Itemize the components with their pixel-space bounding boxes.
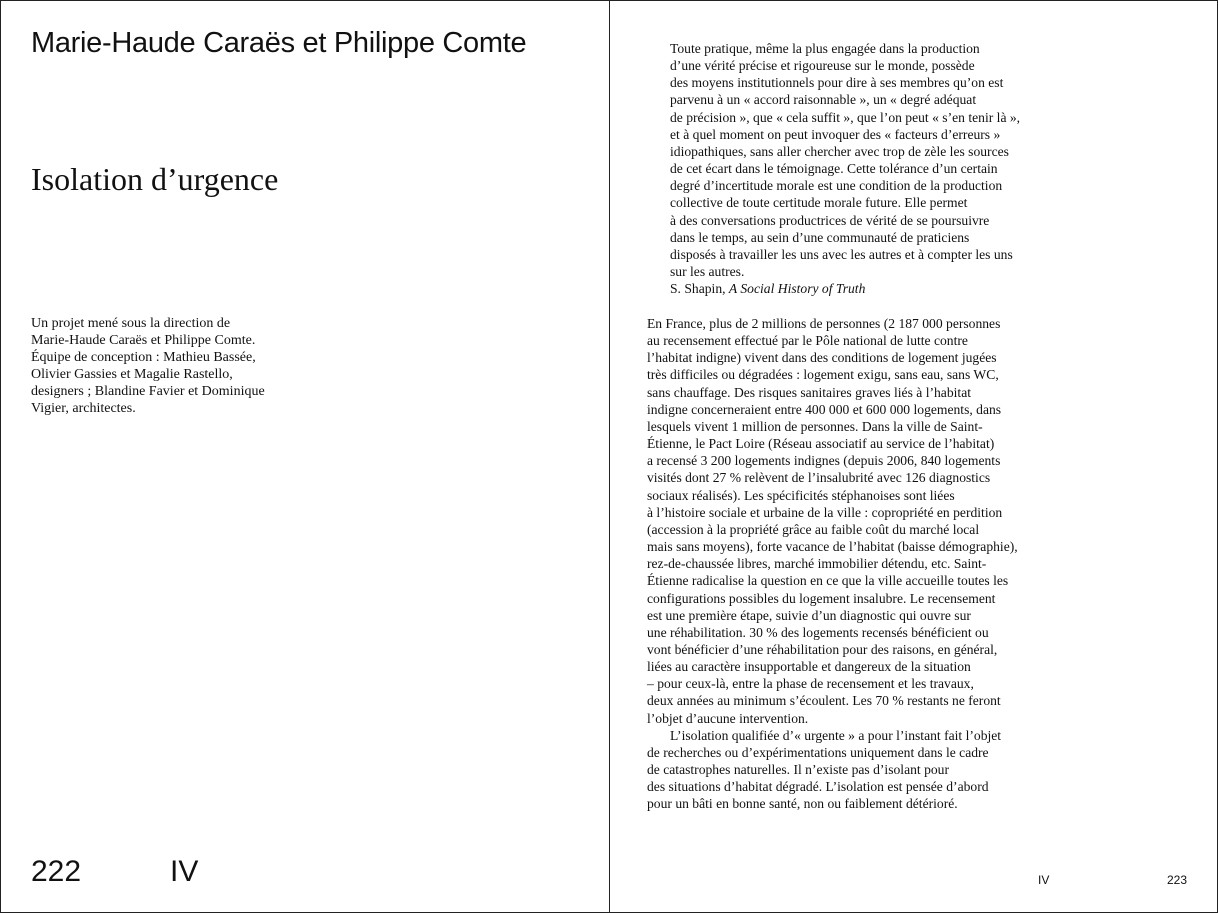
epigraph-line: des moyens institutionnels pour dire à ses membres qu’on est	[670, 75, 1004, 91]
body-line: l’objet d’aucune intervention.	[647, 710, 809, 726]
right-page	[610, 0, 1218, 913]
body-line: (accession à la propriété grâce au faible coût du marché local	[647, 521, 980, 537]
epigraph-line: parvenu à un « accord raisonnable », un « degré adéquat	[670, 92, 977, 108]
body-line: mais sans moyens), forte vacance de l’habitat (baisse démographie),	[647, 539, 1018, 555]
body-line: visités dont 27 % relèvent de l’insalubrité avec 126 diagnostics	[647, 470, 991, 486]
epigraph-line: Toute pratique, même la plus engagée dans la production	[670, 41, 980, 56]
body-line: très difficiles ou dégradées : logement exigu, sans eau, sans WC,	[647, 367, 999, 383]
epigraph-line: sur les autres.	[670, 264, 745, 280]
body-line: l’habitat indigne) vivent dans des conditions de logement jugées	[647, 350, 997, 366]
project-credits	[31, 315, 301, 417]
body-line: Étienne radicalise la question en ce que la ville accueille toutes les	[647, 573, 1009, 589]
epigraph-source	[670, 280, 1060, 297]
left-page-number: 222	[31, 855, 82, 888]
epigraph-author: S. Shapin,	[670, 281, 729, 297]
body-line: est une première étape, suivie d’un diagnostic qui ouvre sur	[647, 607, 971, 623]
body-line: lesquels vivent 1 million de personnes. Dans la ville de Saint-	[647, 418, 983, 434]
epigraph-line: disposés à travailler les uns avec les autres et à compter les uns	[670, 246, 1013, 262]
body-line: L’isolation qualifiée d’« urgente » a pour l’instant fait l’objet	[670, 727, 1002, 743]
epigraph-line: à des conversations productrices de vérité de se poursuivre	[670, 212, 990, 228]
body-line: indigne concerneraient entre 400 000 et 600 000 logements, dans	[647, 401, 1002, 417]
body-line: En France, plus de 2 millions de personnes (2 187 000 personnes	[647, 316, 1001, 331]
body-line: configurations possibles du logement insalubre. Le recensement	[647, 590, 996, 606]
article-title: Isolation d’urgence	[31, 161, 279, 197]
credits-line: Olivier Gassies et Magalie Rastello,	[31, 367, 233, 382]
epigraph-line: de précision », que « cela suffit », que l’on peut « s’en tenir là »,	[670, 109, 1021, 125]
epigraph	[670, 40, 1060, 297]
article-body	[647, 315, 1057, 813]
body-line: liées au caractère insupportable et dangereux de la situation	[647, 659, 971, 675]
body-line: une réhabilitation. 30 % des logements recensés bénéficient ou	[647, 624, 989, 640]
body-line: sans chauffage. Des risques sanitaires graves liés à l’habitat	[647, 384, 971, 400]
body-line: de catastrophes naturelles. Il n’existe pas d’isolant pour	[647, 762, 949, 778]
body-line: des situations d’habitat dégradé. L’isolation est pensée d’abord	[647, 779, 989, 795]
epigraph-line: idiopathiques, sans aller chercher avec trop de zèle les sources	[670, 143, 1009, 159]
body-line: sociaux réalisés). Les spécificités stéphanoises sont liées	[647, 487, 955, 503]
right-page-number: 223	[1167, 873, 1188, 887]
epigraph-line: et à quel moment on peut invoquer des « facteurs d’erreurs »	[670, 126, 1001, 142]
body-line: rez-de-chaussée libres, marché immobilier détendu, etc. Saint-	[647, 556, 987, 572]
credits-line: Vigier, architectes.	[31, 401, 136, 416]
epigraph-work-title: A Social History of Truth	[728, 281, 866, 297]
body-line: au recensement effectué par le Pôle national de lutte contre	[647, 333, 968, 349]
epigraph-line: collective de toute certitude morale future. Elle permet	[670, 195, 968, 211]
body-line: – pour ceux-là, entre la phase de recensement et les travaux,	[647, 676, 974, 692]
credits-line: designers ; Blandine Favier et Dominique	[31, 384, 265, 399]
credits-line: Équipe de conception : Mathieu Bassée,	[31, 350, 256, 365]
credits-line: Un projet mené sous la direction de	[31, 316, 231, 331]
body-line: Étienne, le Pact Loire (Réseau associatif au service de l’habitat)	[647, 436, 995, 452]
body-line: a recensé 3 200 logements indignes (depuis 2006, 840 logements	[647, 453, 1001, 469]
body-line: vont bénéficier d’une réhabilitation pour des raisons, en général,	[647, 641, 998, 657]
epigraph-line: degré d’incertitude morale est une condition de la production	[670, 178, 1003, 194]
epigraph-line: dans le temps, au sein d’une communauté de praticiens	[670, 229, 970, 245]
epigraph-line: de cet écart dans le témoignage. Cette tolérance d’un certain	[670, 161, 998, 177]
body-line: à l’histoire sociale et urbaine de la ville : copropriété en perdition	[647, 504, 1003, 520]
authors-heading: Marie-Haude Caraës et Philippe Comte	[31, 27, 527, 59]
body-line: de recherches ou d’expérimentations uniquement dans le cadre	[647, 744, 989, 760]
credits-line: Marie-Haude Caraës et Philippe Comte.	[31, 333, 256, 348]
right-section-label: IV	[1038, 873, 1050, 887]
body-line: deux années au minimum s’écoulent. Les 70 % restants ne feront	[647, 693, 1001, 709]
left-section-label: IV	[170, 855, 199, 888]
epigraph-line: d’une vérité précise et rigoureuse sur le monde, possède	[670, 58, 975, 74]
body-line: pour un bâti en bonne santé, non ou faiblement détérioré.	[647, 796, 958, 812]
